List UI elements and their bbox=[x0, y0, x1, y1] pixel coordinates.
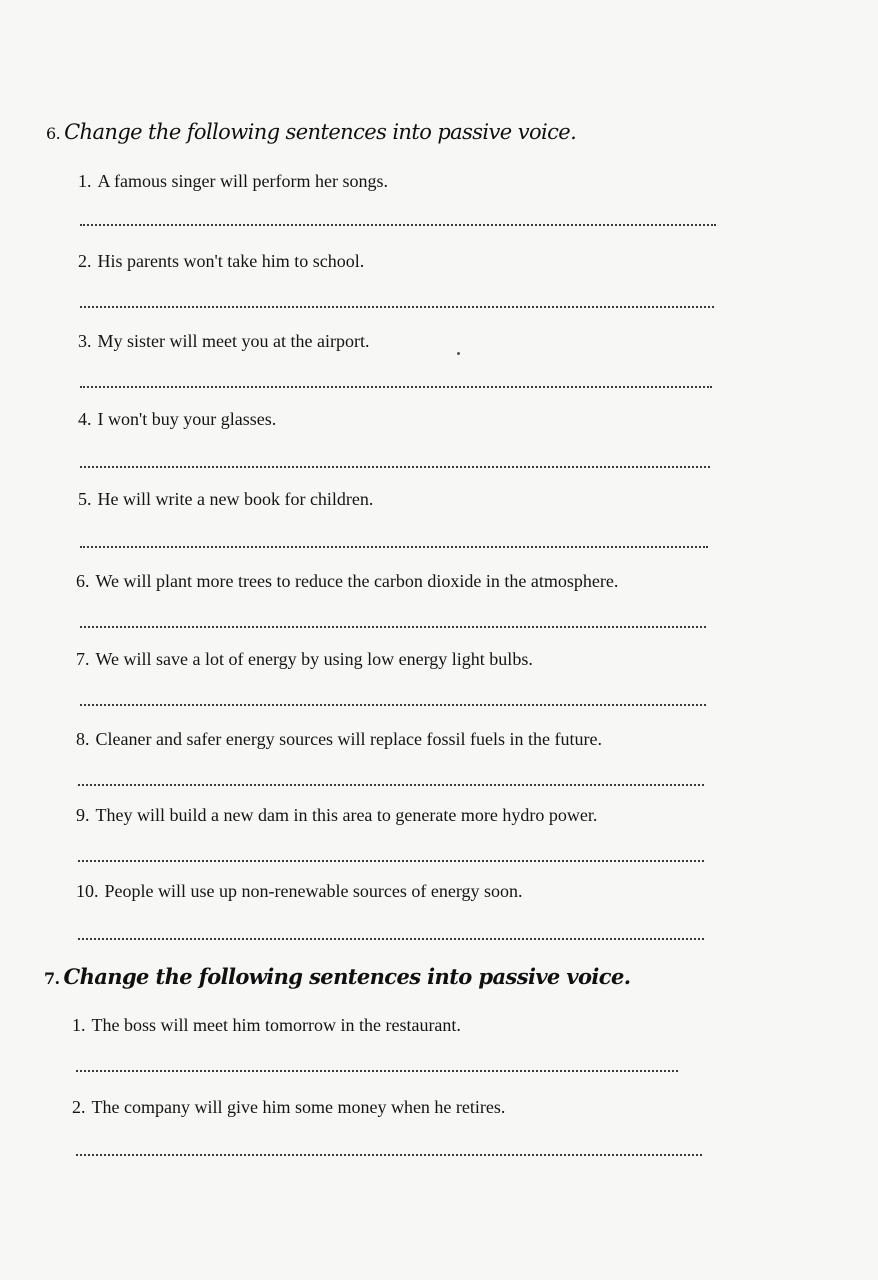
question-number: 1. bbox=[72, 1015, 86, 1035]
question-text: I won't buy your glasses. bbox=[97, 409, 277, 429]
question-text: A famous singer will perform her songs. bbox=[97, 171, 388, 191]
question-number: 1. bbox=[78, 171, 92, 191]
section-6-heading bbox=[46, 120, 576, 144]
s6-question-2 bbox=[78, 250, 364, 272]
s6-question-8 bbox=[76, 728, 602, 750]
question-number: 10. bbox=[76, 881, 99, 901]
section-7-title: Change the following sentences into passive voice. bbox=[63, 964, 631, 989]
question-text: My sister will meet you at the airport. bbox=[97, 331, 370, 351]
question-number: 5. bbox=[78, 489, 92, 509]
s6-question-1 bbox=[78, 170, 388, 192]
s6-answer-line-10[interactable] bbox=[78, 938, 704, 940]
question-text: People will use up non-renewable sources of energy soon. bbox=[104, 881, 523, 901]
question-text: They will build a new dam in this area to generate more hydro power. bbox=[95, 805, 598, 825]
s7-question-1 bbox=[72, 1014, 461, 1036]
s6-answer-line-6[interactable] bbox=[80, 626, 706, 628]
s6-answer-line-2[interactable] bbox=[80, 306, 714, 308]
question-text: His parents won't take him to school. bbox=[97, 251, 365, 271]
section-6-number: 6. bbox=[46, 124, 61, 143]
question-number: 6. bbox=[76, 571, 90, 591]
s6-answer-line-5[interactable] bbox=[80, 546, 708, 548]
section-7-heading bbox=[44, 964, 630, 989]
s6-answer-line-4[interactable] bbox=[80, 466, 710, 468]
question-text: He will write a new book for children. bbox=[97, 489, 374, 509]
question-text: Cleaner and safer energy sources will replace fossil fuels in the future. bbox=[95, 729, 602, 749]
question-number: 2. bbox=[72, 1097, 86, 1117]
s6-question-7 bbox=[76, 648, 533, 670]
s6-answer-line-9[interactable] bbox=[78, 860, 704, 862]
s6-answer-line-7[interactable] bbox=[80, 704, 706, 706]
s6-question-3 bbox=[78, 330, 369, 352]
section-7-number: 7. bbox=[44, 969, 60, 988]
question-text: We will save a lot of energy by using low energy light bulbs. bbox=[95, 649, 533, 669]
question-number: 9. bbox=[76, 805, 90, 825]
question-text: We will plant more trees to reduce the carbon dioxide in the atmosphere. bbox=[95, 571, 619, 591]
s6-answer-line-3[interactable] bbox=[80, 386, 712, 388]
s7-answer-line-2[interactable] bbox=[76, 1154, 702, 1156]
question-text: The company will give him some money when he retires. bbox=[91, 1097, 506, 1117]
question-number: 7. bbox=[76, 649, 90, 669]
s7-answer-line-1[interactable] bbox=[76, 1070, 678, 1072]
s6-question-4 bbox=[78, 408, 276, 430]
s6-answer-line-1[interactable] bbox=[80, 224, 716, 226]
s6-question-9 bbox=[76, 804, 597, 826]
speck bbox=[457, 352, 460, 355]
s6-answer-line-8[interactable] bbox=[78, 784, 704, 786]
question-number: 8. bbox=[76, 729, 90, 749]
question-text: The boss will meet him tomorrow in the restaurant. bbox=[91, 1015, 461, 1035]
question-number: 3. bbox=[78, 331, 92, 351]
s6-question-5 bbox=[78, 488, 373, 510]
question-number: 2. bbox=[78, 251, 92, 271]
s6-question-6 bbox=[76, 570, 618, 592]
s7-question-2 bbox=[72, 1096, 505, 1118]
question-number: 4. bbox=[78, 409, 92, 429]
section-6-title: Change the following sentences into passive voice. bbox=[64, 120, 577, 144]
s6-question-10 bbox=[76, 880, 523, 902]
